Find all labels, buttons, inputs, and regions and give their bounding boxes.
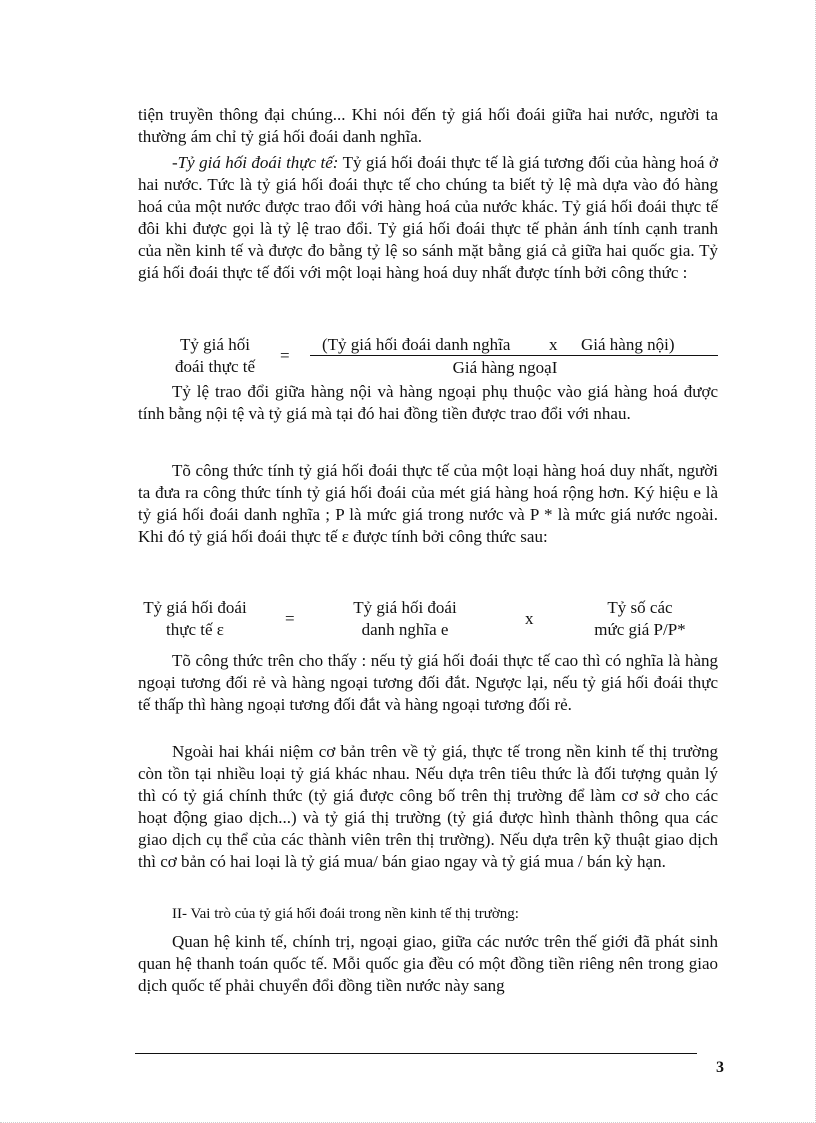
paragraph-3: Tỷ lệ trao đổi giữa hàng nội và hàng ngoại phụ thuộc vào giá hàng hoá được tính bằng nội tệ và tỷ giá mà tại đó hai đồng tiền được trao đổi với nhau. (138, 382, 718, 423)
paragraph-2-text: Tỷ giá hối đoái thực tế là giá tương đối của hàng hoá ở hai nước. Tức là tỷ giá hối đoái thực tế cho chúng ta biết tỷ lệ mà dựa vào đó hàng hoá của một nước được trao đổi với hàng hoá của nước khác. Tỷ giá hối đoái thực tế đôi khi được gọi là tỷ lệ trao đổi. Tỷ giá hối đoái thực tế phản ánh tính cạnh tranh của nền kinh tế và được đo bằng tỷ lệ so sánh mặt bằng giá cả giữa hai quốc gia. Tỷ giá hối đoái thực tế đối với một loại hàng hoá duy nhất được tính bởi công thức : (138, 153, 718, 282)
formula-2-equals: = (285, 609, 295, 628)
paragraph-4: Tõ công thức tính tỷ giá hối đoái thực tế của một loại hàng hoá duy nhất, người ta đưa ra công thức tính tỷ giá hối đoái của mét giá hàng hoá rộng hơn. Ký hiệu e là tỷ giá hối đoái danh nghĩa ; P là mức giá trong nước và P * là mức giá nước ngoài. Khi đó tỷ giá hối đoái thực tế ε được tính bởi công thức sau: (138, 461, 718, 546)
formula-1-numerator-b: Giá hàng nội) (581, 335, 675, 354)
formula-1-equals: = (280, 346, 290, 365)
formula-1-fraction-bar (310, 355, 718, 356)
formula-2-times: x (525, 609, 534, 628)
footer-rule (135, 1053, 697, 1054)
formula-2-mid-line2: danh nghĩa e (361, 620, 449, 639)
formula-2-lhs-line2: thực tế ε (166, 620, 224, 639)
paragraph-6: Ngoài hai khái niệm cơ bản trên về tỷ giá, thực tế trong nền kinh tế thị trường còn tồn tại nhiều loại tỷ giá khác nhau. Nếu dựa trên tiêu thức là đối tượng quản lý thì có tỷ giá chính thức (tỷ giá được công bố trên thị trường để làm cơ sở cho các hoạt động giao dịch...) và tỷ giá thị trường (tỷ giá được hình thành thông qua các giao dịch cụ thể của các thành viên trên thị trường). Nếu dựa trên kỹ thuật giao dịch thì cơ bản có hai loại là tỷ giá mua/ bán giao ngay và tỷ giá mua / bán kỳ hạn. (138, 742, 718, 871)
section-heading: II- Vai trò của tỷ giá hối đoái trong nền kinh tế thị trường: (172, 906, 519, 922)
paragraph-real-exchange-rate (138, 152, 718, 284)
formula-1-times: x (549, 335, 558, 354)
formula-2-rhs-line1: Tỷ số các (607, 598, 673, 617)
formula-2-rhs-line2: mức giá P/P* (594, 620, 686, 639)
formula-1-lhs-line1: Tỷ giá hối (180, 335, 250, 354)
formula-1-denominator: Giá hàng ngoạI (452, 358, 558, 377)
term-real-exchange-rate: -Tỷ giá hối đoái thực tế: (172, 153, 339, 172)
formula-1-numerator-a: (Tỷ giá hối đoái danh nghĩa (322, 335, 511, 354)
paragraph-5: Tõ công thức trên cho thấy : nếu tỷ giá hối đoái thực tế cao thì có nghĩa là hàng ngoại tương đối rẻ và hàng ngoại tương đối đắt. Ngược lại, nếu tỷ giá hối đoái thực tế thấp thì hàng ngoại tương đối đắt và hàng ngoại tương đối rẻ. (138, 651, 718, 714)
page-number: 3 (716, 1059, 724, 1076)
formula-2-mid-line1: Tỷ giá hối đoái (353, 598, 457, 617)
paragraph-7: Quan hệ kinh tế, chính trị, ngoại giao, giữa các nước trên thế giới đã phát sinh quan hệ thanh toán quốc tế. Mỗi quốc gia đều có một đồng tiền riêng nên trong giao dịch quốc tế phải chuyển đổi đồng tiền nước này sang (138, 932, 718, 995)
formula-2-lhs-line1: Tỷ giá hối đoái (143, 598, 247, 617)
formula-1-lhs-line2: đoái thực tế (174, 357, 256, 376)
paragraph-1: tiện truyền thông đại chúng... Khi nói đến tỷ giá hối đoái giữa hai nước, người ta thường ám chỉ tỷ giá hối đoái danh nghĩa. (138, 105, 718, 146)
